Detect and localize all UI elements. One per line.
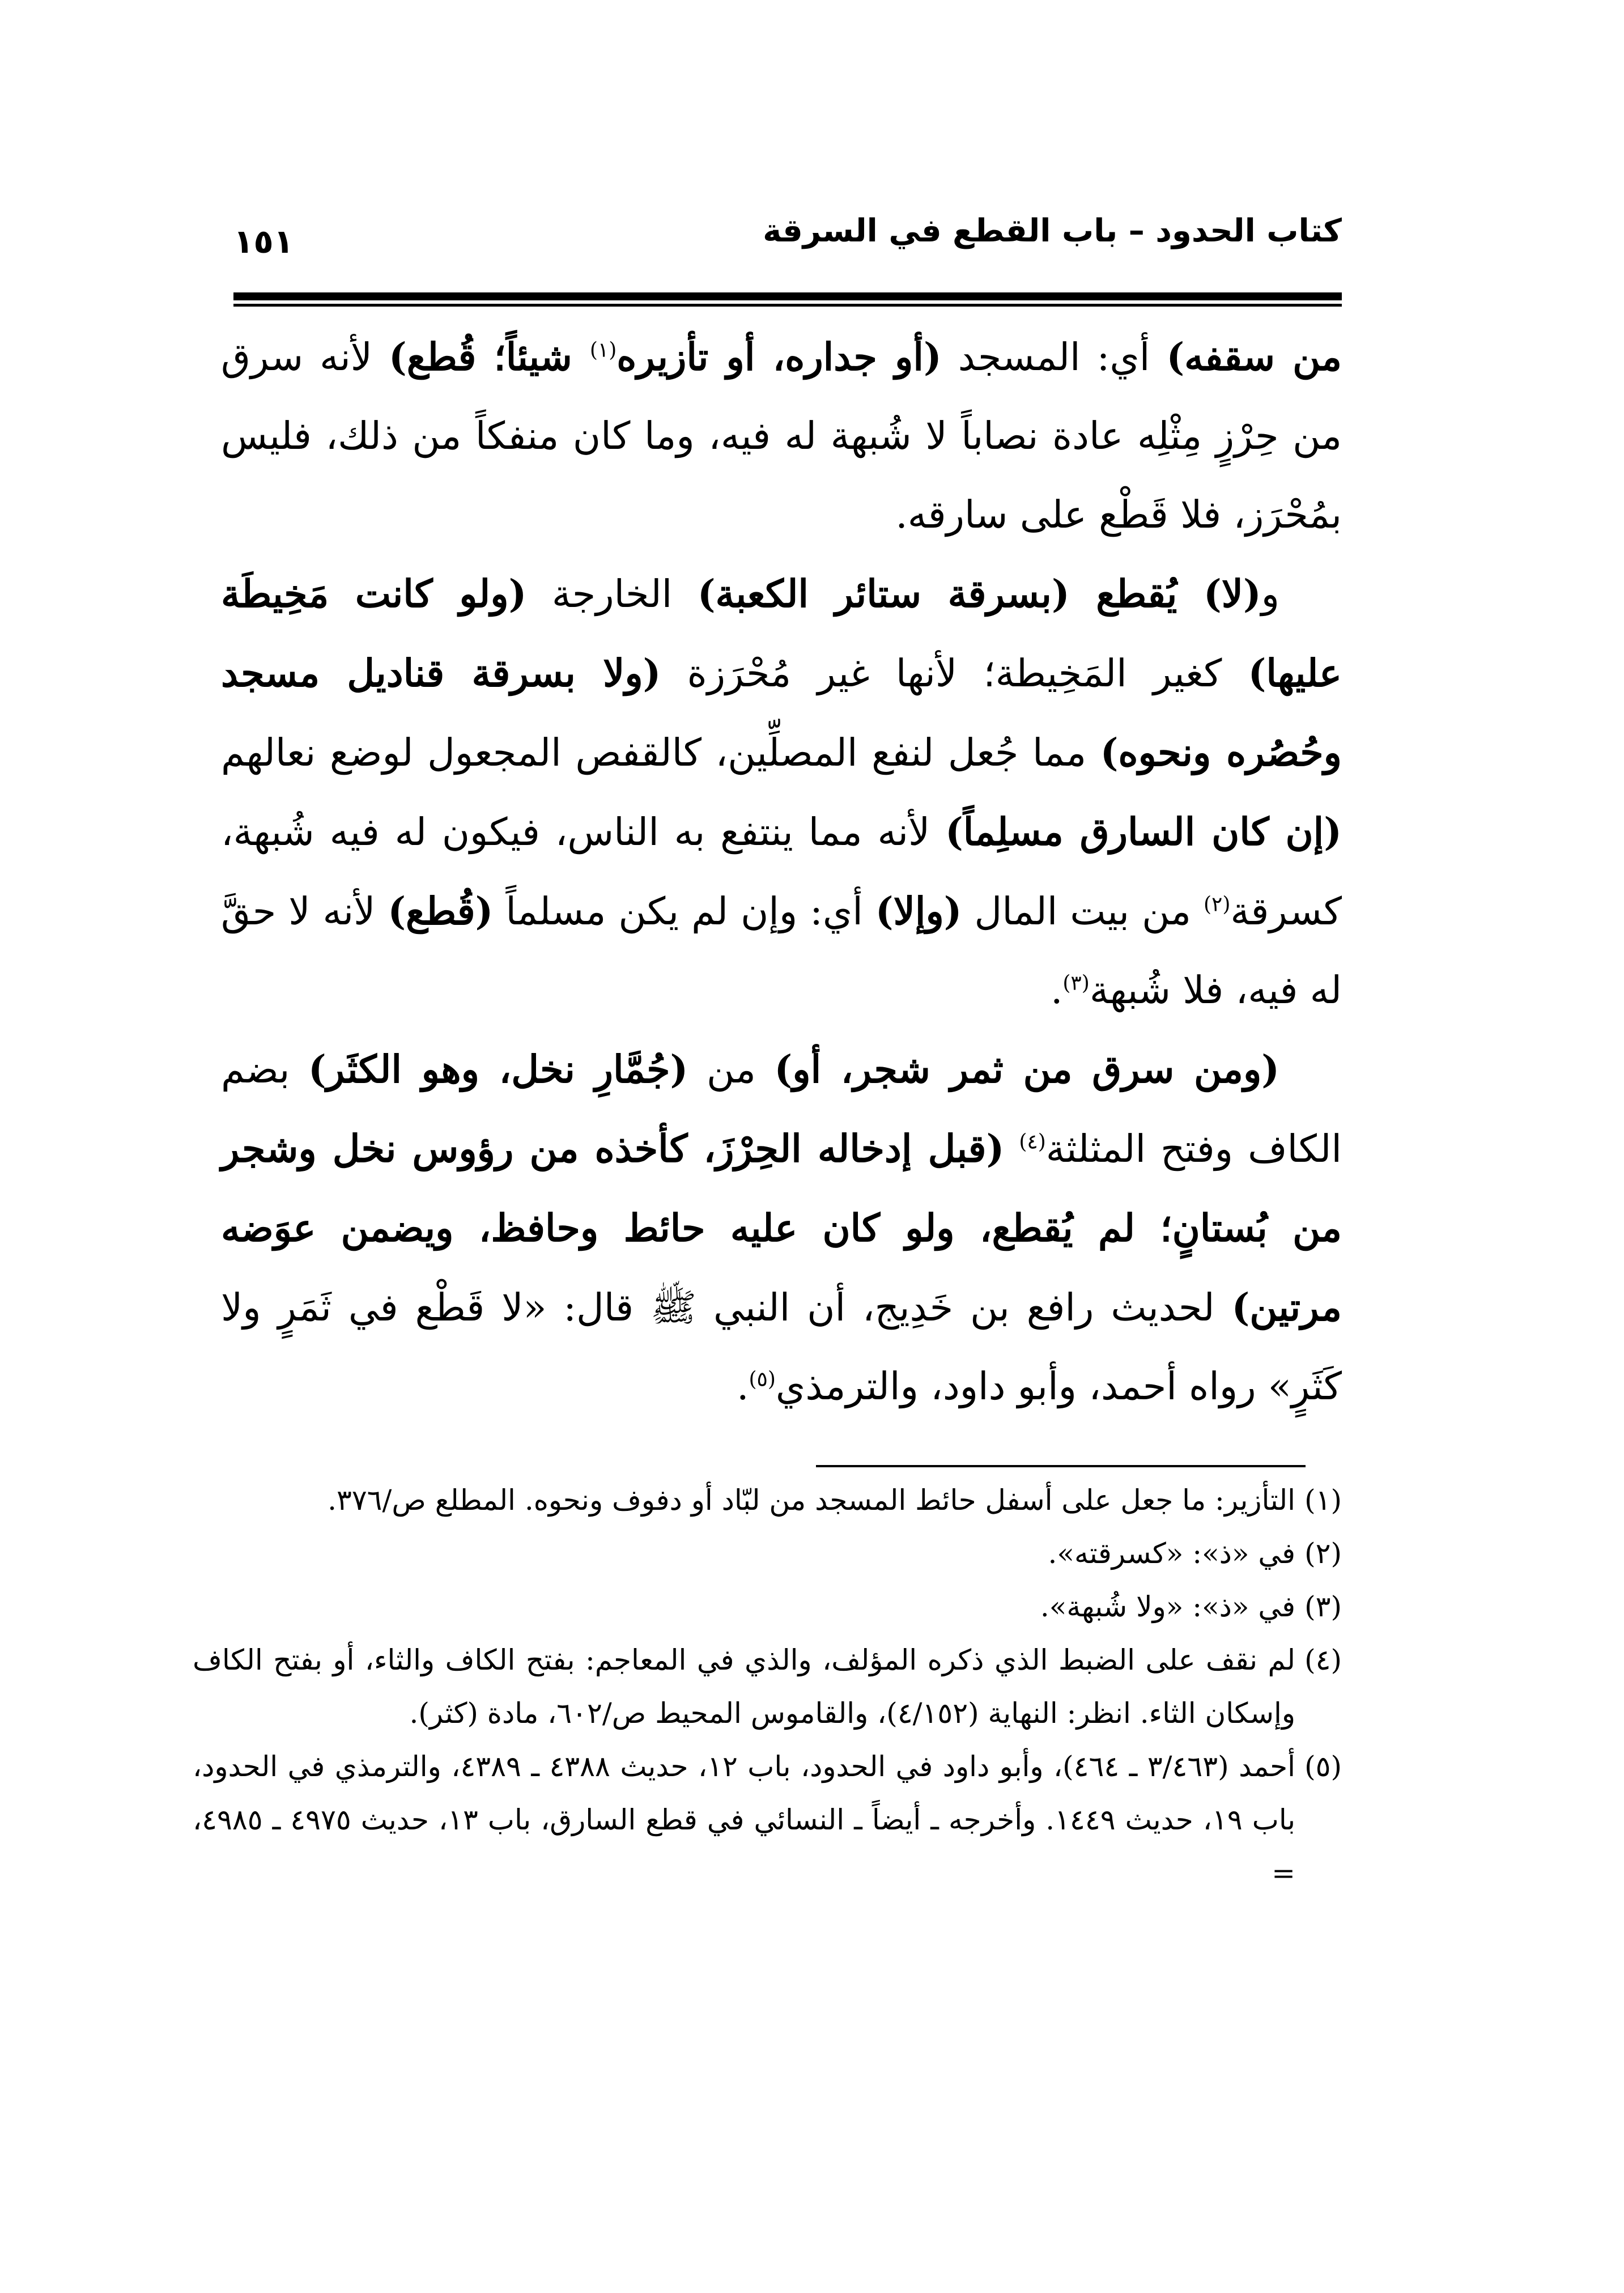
header-rule-thin [233, 304, 1342, 307]
footnote-number: (٣) [1304, 1590, 1342, 1623]
header-rule-thick [233, 292, 1342, 300]
footnote-text: في «ذ»: «ولا شُبهة». [1040, 1590, 1295, 1623]
text-span: (إن كان السارق مسلِماً) [945, 809, 1342, 854]
paragraph-1 [221, 317, 1342, 554]
paragraph-3 [221, 1030, 1342, 1426]
footnote-2 [193, 1527, 1342, 1580]
text-span: (ولو كانت مَخِيطَة عليها) [221, 571, 1342, 695]
text-span: . [1051, 968, 1063, 1012]
footnote-text: في «ذ»: «كسرقته». [1048, 1537, 1295, 1570]
footnote-ref-2[interactable]: (٢) [1203, 893, 1231, 916]
footnote-separator [816, 1465, 1306, 1467]
text-span: (قبل إدخاله الحِرْزَ، كأخذه من رؤوس نخل وشجر من بُستانٍ؛ لم يُقطع، ولو كان عليه حائط وحافظ، ويضمن عوَضه مرتين) [221, 1126, 1342, 1330]
main-text [221, 317, 1342, 1426]
footnote-ref-1[interactable]: (١) [589, 338, 617, 362]
footnote-1 [193, 1474, 1342, 1527]
footnote-4 [193, 1633, 1342, 1740]
text-span: . [737, 1364, 749, 1408]
footnote-ref-5[interactable]: (٥) [749, 1368, 776, 1391]
footnote-text: لم نقف على الضبط الذي ذكره المؤلف، والذي في المعاجم: بفتح الكاف والثاء، أو بفتح الكاف وإسكان الثاء. انظر: النهاية (٤/١٥٢)، والقاموس المحيط ص/٦٠٢، مادة (كثر). [193, 1644, 1295, 1730]
footnote-3 [193, 1580, 1342, 1633]
footnotes [193, 1474, 1342, 1900]
footnote-text: أحمد (٣/٤٦٣ ـ ٤٦٤)، وأبو داود في الحدود، باب ١٢، حديث ٤٣٨٨ ـ ٤٣٨٩، والترمذي في الحدود، باب ١٩، حديث ١٤٤٩. وأخرجه ـ أيضاً ـ النسائي في قطع السارق، باب ١٣، حديث ٤٩٧٥ ـ ٤٩٨٥، = [193, 1750, 1296, 1889]
page-header [233, 204, 1342, 266]
text-span: (وإلا) [875, 889, 962, 933]
footnote-number: (١) [1304, 1484, 1342, 1517]
paragraph-2 [221, 554, 1342, 1030]
text-span: بضم الكاف وفتح المثلثة [221, 1047, 1342, 1171]
text-span: الخارجة [526, 572, 698, 616]
text-span: و [1261, 572, 1279, 616]
text-span: مما جُعل لنفع المصلِّين، كالقفص المجعول لوضع نعالهم [221, 731, 1100, 775]
text-span: لأنه سرق من حِرْزٍ مِثْلِه عادة نصاباً لا شُبهة له فيه، وما كان منفكاً من ذلك، فليس بمُحْرَز، فلا قَطْع على سارقه. [221, 335, 1342, 537]
text-span: (جُمَّارِ نخل، وهو الكثَر) [308, 1047, 688, 1092]
text-span: لحديث رافع بن خَدِيج، أن النبي ﷺ قال: «لا قَطْع في ثَمَرٍ ولا كَثَرٍ» رواه أحمد، وأبو داود، والترمذي [221, 1285, 1342, 1408]
text-span: من سقفه) [1166, 334, 1342, 379]
text-span [1004, 1127, 1019, 1171]
footnote-text: التأزير: ما جعل على أسفل حائط المسجد من لبّاد أو دفوف ونحوه. المطلع ص/٣٧٦. [328, 1484, 1295, 1517]
text-span: شيئاً؛ قُطع) [389, 334, 590, 379]
text-span: من [688, 1047, 775, 1092]
text-span: من بيت المال [962, 889, 1204, 933]
page-number: ١٥١ [233, 222, 294, 261]
footnote-number: (٤) [1304, 1644, 1342, 1676]
text-span: لأنه مما ينتفع به الناس، فيكون له فيه شُبهة، كسرقة [221, 810, 1342, 933]
text-span: كغير المَخِيطة؛ لأنها غير مُحْرَزة [661, 651, 1248, 695]
footnote-5 [193, 1740, 1342, 1900]
text-span: (لا) يُقطع (بسرقة ستائر الكعبة) [697, 571, 1261, 616]
text-span: (قُطع) [388, 889, 494, 933]
footnote-ref-3[interactable]: (٣) [1062, 971, 1090, 995]
running-title: كتاب الحدود – باب القطع في السرقة [763, 213, 1342, 249]
footnote-ref-4[interactable]: (٤) [1019, 1130, 1046, 1154]
text-span: لأنه لا حقَّ له فيه، فلا شُبهة [221, 889, 1342, 1012]
text-span: (أو جداره، أو تأزيره [617, 334, 942, 379]
footnote-number: (٥) [1304, 1750, 1342, 1783]
footnote-number: (٢) [1304, 1537, 1342, 1570]
text-span: (ولا بسرقة قناديل مسجد وحُصُره ونحوه) [221, 651, 1342, 775]
text-span: أي: وإن لم يكن مسلماً [493, 889, 875, 933]
text-span: أي: المسجد [941, 335, 1167, 379]
text-span: (ومن سرق من ثمر شجر، أو) [774, 1047, 1280, 1092]
